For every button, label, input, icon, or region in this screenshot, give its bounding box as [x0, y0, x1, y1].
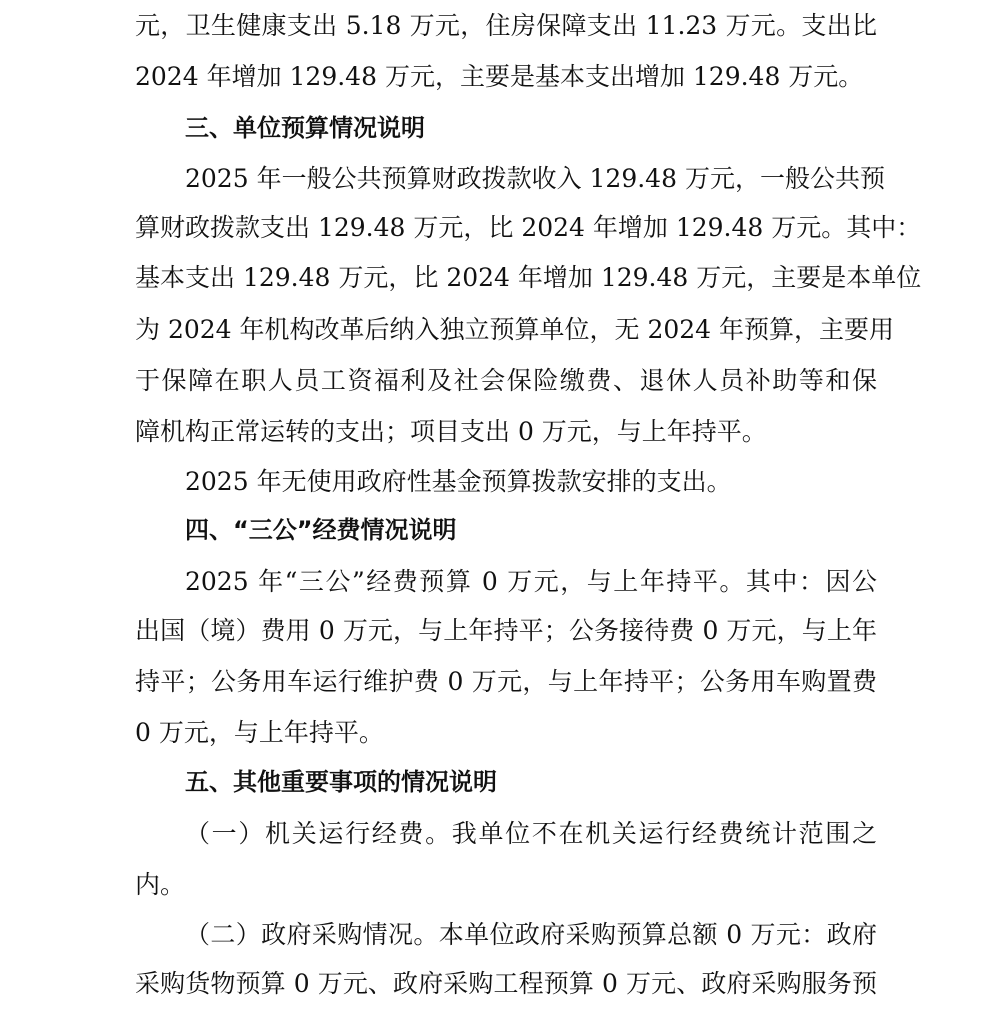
- body-text-line: 2024 年增加 129.48 万元，主要是基本支出增加 129.48 万元。: [135, 62, 864, 91]
- body-text-line: 出国（境）费用 0 万元，与上年持平；公务接待费 0 万元，与上年: [135, 616, 877, 645]
- body-text-line: 持平；公务用车运行维护费 0 万元，与上年持平；公务用车购置费: [135, 667, 877, 696]
- body-text-line: 2025 年无使用政府性基金预算拨款安排的支出。: [185, 467, 732, 496]
- body-text-line: 元，卫生健康支出 5.18 万元，住房保障支出 11.23 万元。支出比: [135, 11, 877, 40]
- section-heading-4: 四、“三公”经费情况说明: [185, 516, 457, 544]
- body-text-line: 为 2024 年机构改革后纳入独立预算单位，无 2024 年预算，主要用: [135, 315, 895, 344]
- body-text-line: 于保障在职人员工资福利及社会保险缴费、退休人员补助等和保: [135, 366, 877, 395]
- body-text-line: 基本支出 129.48 万元，比 2024 年增加 129.48 万元，主要是本单位: [135, 263, 922, 292]
- body-text-line: 内。: [135, 870, 186, 899]
- body-text-line: 2025 年“三公”经费预算 0 万元，与上年持平。其中：因公: [185, 567, 877, 596]
- section-heading-3: 三、单位预算情况说明: [185, 114, 425, 142]
- body-text-line: （二）政府采购情况。本单位政府采购预算总额 0 万元：政府: [185, 920, 877, 949]
- body-text-line: 2025 年一般公共预算财政拨款收入 129.48 万元，一般公共预: [185, 164, 885, 193]
- body-text-line: 0 万元，与上年持平。: [135, 718, 384, 747]
- body-text-line: （一）机关运行经费。我单位不在机关运行经费统计范围之: [185, 819, 877, 848]
- body-text-line: 采购货物预算 0 万元、政府采购工程预算 0 万元、政府采购服务预: [135, 969, 877, 998]
- body-text-line: 算财政拨款支出 129.48 万元，比 2024 年增加 129.48 万元。其中：: [135, 213, 922, 242]
- body-text-line: 障机构正常运转的支出；项目支出 0 万元，与上年持平。: [135, 417, 767, 446]
- section-heading-5: 五、其他重要事项的情况说明: [185, 768, 497, 796]
